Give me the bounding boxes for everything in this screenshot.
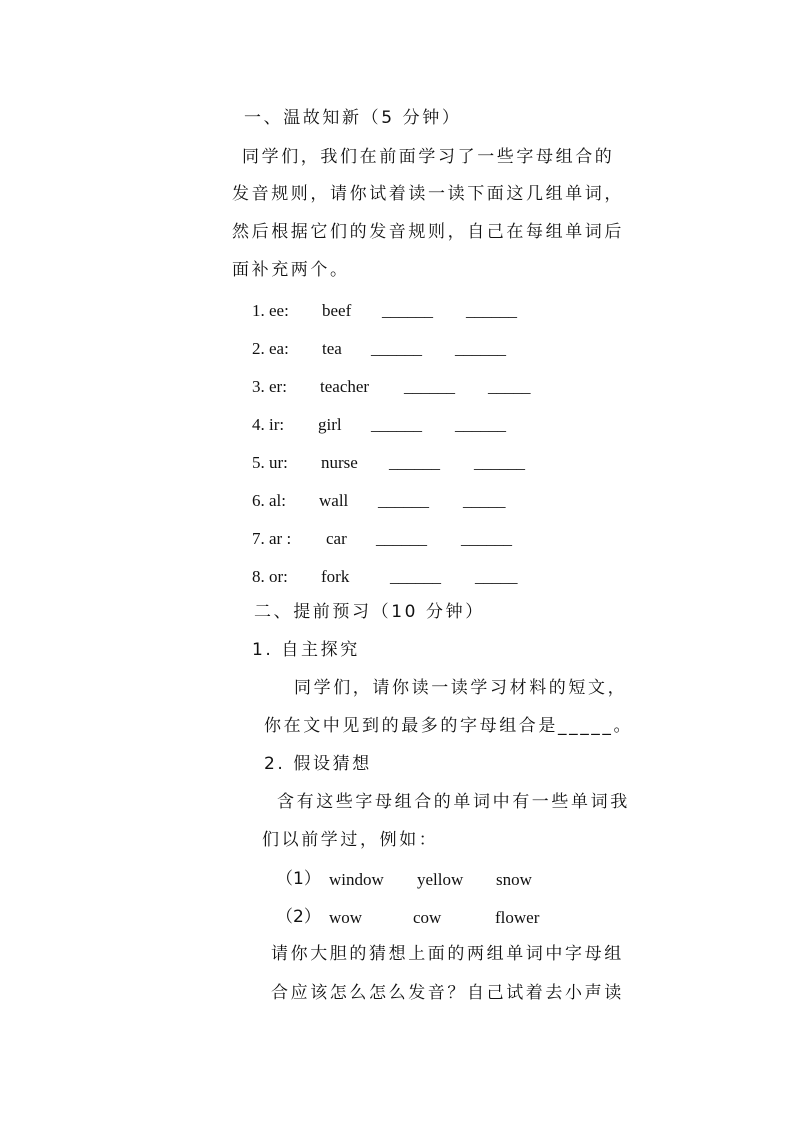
section-1-heading: 一、温故知新（5 分钟） [244,108,462,128]
answer-blank-2[interactable]: _____ [463,491,506,510]
answer-blank-2[interactable]: _____ [475,567,518,586]
group-word: yellow [417,870,464,889]
exercise-word: tea [322,339,342,358]
exercise-word: girl [318,415,342,434]
subsection-2-line-2: 们以前学过，例如： [262,830,439,850]
group-label: （2） [276,907,321,927]
exercise-word: teacher [320,377,370,396]
group-word: cow [413,908,442,927]
group-word: flower [495,908,540,927]
exercise-label: 5. ur: [252,453,288,472]
answer-blank-1[interactable]: ______ [371,339,422,358]
exercise-label: 1. ee: [252,301,289,320]
closing-line-1: 请你大胆的猜想上面的两组单词中字母组 [271,944,624,964]
answer-blank-2[interactable]: ______ [455,415,506,434]
intro-line-1: 同学们，我们在前面学习了一些字母组合的 [242,147,615,167]
group-word: wow [329,908,363,927]
answer-blank-2[interactable]: ______ [466,301,517,320]
answer-blank-1[interactable]: ______ [389,453,440,472]
answer-blank-2[interactable]: ______ [474,453,525,472]
answer-blank-1[interactable]: ______ [382,301,433,320]
answer-blank-2[interactable]: _____ [488,377,531,396]
answer-blank-1[interactable]: ______ [376,529,427,548]
subsection-1-line-1: 同学们，请你读一读学习材料的短文， [294,678,628,698]
subsection-2-line-1: 含有这些字母组合的单词中有一些单词我 [277,792,630,812]
answer-blank-1[interactable]: ______ [378,491,429,510]
exercise-word: beef [322,301,352,320]
answer-blank-1[interactable]: ______ [371,415,422,434]
intro-line-3: 然后根据它们的发音规则，自己在每组单词后 [232,222,624,242]
subsection-1-line-2: 你在文中见到的最多的字母组合是_____。 [264,716,634,736]
exercise-word: nurse [321,453,358,472]
group-label: （1） [276,869,321,889]
exercise-word: car [326,529,347,548]
answer-blank-1[interactable]: ______ [404,377,455,396]
exercise-word: wall [319,491,349,510]
answer-blank-1[interactable]: ______ [390,567,441,586]
intro-line-2: 发音规则，请你试着读一读下面这几组单词， [232,184,624,204]
answer-blank-2[interactable]: ______ [461,529,512,548]
exercise-label: 2. ea: [252,339,289,358]
exercise-label: 7. ar : [252,529,292,548]
answer-blank-2[interactable]: ______ [455,339,506,358]
group-word: window [329,870,384,889]
intro-line-4: 面补充两个。 [232,260,350,280]
group-word: snow [496,870,532,889]
subsection-1-title: 1. 自主探究 [252,640,360,660]
exercise-word: fork [321,567,350,586]
subsection-2-title: 2. 假设猜想 [264,754,372,774]
exercise-label: 6. al: [252,491,286,510]
exercise-label: 3. er: [252,377,287,396]
closing-line-2: 合应该怎么怎么发音？自己试着去小声读 [271,983,624,1003]
section-2-heading: 二、提前预习（10 分钟） [254,602,485,622]
exercise-label: 8. or: [252,567,288,586]
exercise-label: 4. ir: [252,415,285,434]
